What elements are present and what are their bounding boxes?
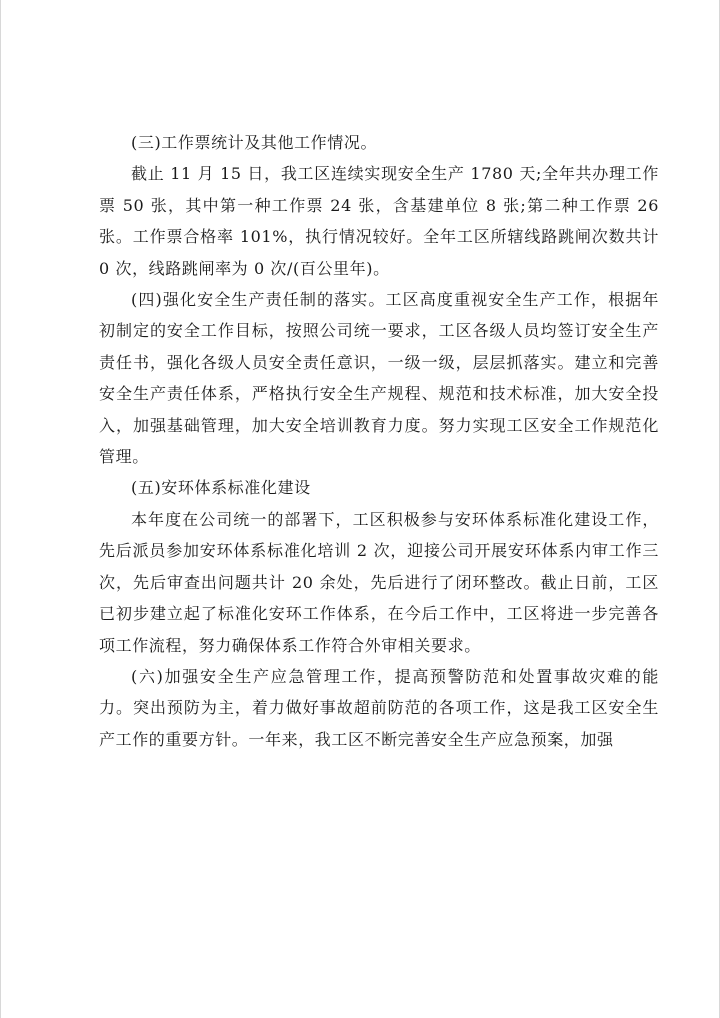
paragraph-safety-responsibility: (四)强化安全生产责任制的落实。工区高度重视安全生产工作，根据年初制定的安全工作目标，按照公司统一要求，工区各级人员均签订安全生产责任书，强化各级人员安全责任意识，一级一级，层层抓落实。建立和完善安全生产责任体系，严格执行安全生产规程、规范和技术标准，加大安全投入，加强基础管理，加大安全培训教育力度。努力实现工区安全工作规范化管理。 <box>99 290 659 467</box>
paragraph-work-ticket-details: 截止 11 月 15 日，我工区连续实现安全生产 1780 天;全年共办理工作票 50 张，其中第一种工作票 24 张，含基建单位 8 张;第二种工作票 26 张。工作票合格率 101%，执行情况较好。全年工区所辖线路跳闸次数共计 0 次，线路跳闸率为 0 次/(百公里年)。 <box>99 164 659 278</box>
section-heading-standardization: (五)安环体系标准化建设 <box>131 478 311 498</box>
section-heading-work-ticket-stats: (三)工作票统计及其他工作情况。 <box>131 133 378 152</box>
paragraph-emergency-management: (六)加强安全生产应急管理工作，提高预警防范和处置事故灾难的能力。突出预防为主，着力做好事故超前防范的各项工作，这是我工区安全生产工作的重要方针。一年来，我工区不断完善安全生产应急预案，加强 <box>99 666 659 749</box>
paragraph-standardization-details: 本年度在公司统一的部署下，工区积极参与安环体系标准化建设工作，先后派员参加安环体系标准化培训 2 次，迎接公司开展安环体系内审工作三次，先后审查出问题共计 20 余处，先后进行了闭环整改。截止日前，工区已初步建立起了标准化安环工作体系，在今后工作中，工区将进一步完善各项工作流程，努力确保体系工作符合外审相关要求。 <box>99 509 659 655</box>
document-body <box>99 127 659 755</box>
